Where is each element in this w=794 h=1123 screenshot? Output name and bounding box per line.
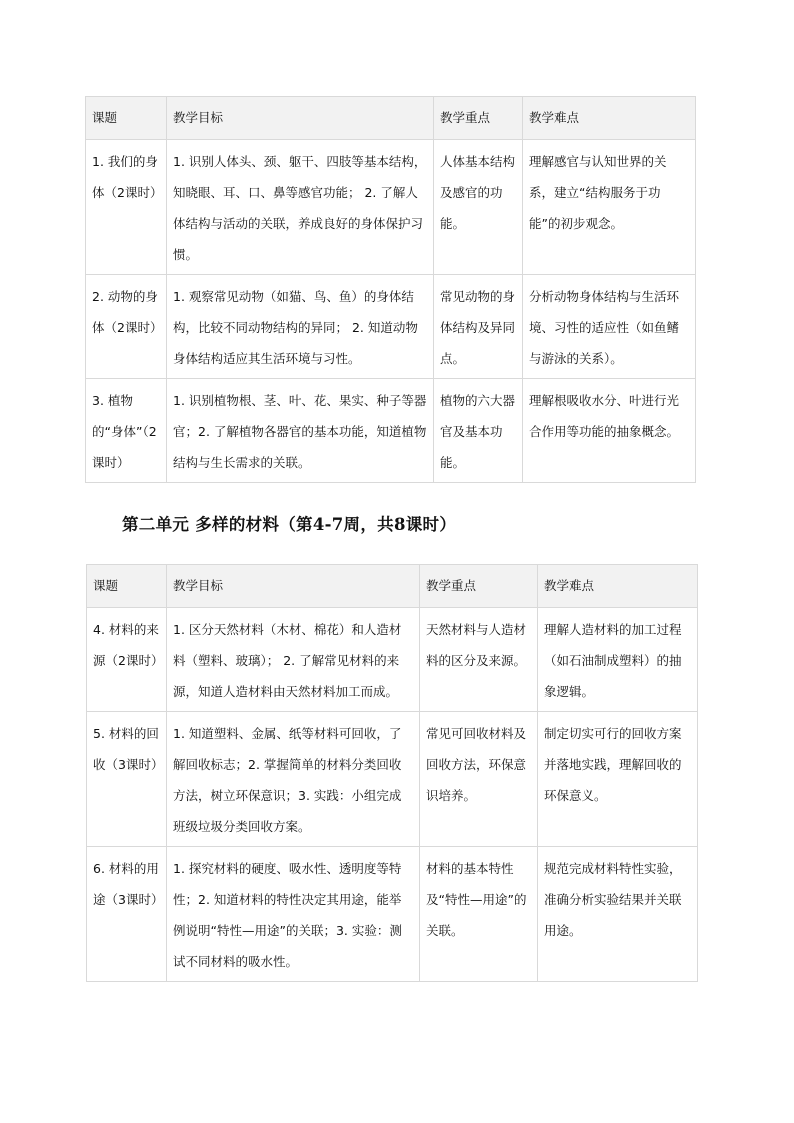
table-row bbox=[87, 608, 698, 712]
lesson-topic: 4. 材料的来源（2课时） bbox=[87, 608, 167, 712]
lesson-focus: 常见动物的身体结构及异同点。 bbox=[434, 275, 523, 379]
table-row bbox=[86, 379, 696, 483]
lesson-difficulty: 制定切实可行的回收方案并落地实践，理解回收的环保意义。 bbox=[538, 712, 698, 847]
lesson-focus: 天然材料与人造材料的区分及来源。 bbox=[420, 608, 538, 712]
table-header-row bbox=[86, 97, 696, 140]
header-difficulty: 教学难点 bbox=[523, 97, 696, 140]
lesson-goal: 1. 识别人体头、颈、躯干、四肢等基本结构，知晓眼、耳、口、鼻等感官功能； 2. 了解人体结构与活动的关联，养成良好的身体保护习惯。 bbox=[167, 140, 434, 275]
header-topic: 课题 bbox=[86, 97, 167, 140]
lesson-focus: 材料的基本特性及“特性—用途”的关联。 bbox=[420, 847, 538, 982]
lesson-goal: 1. 探究材料的硬度、吸水性、透明度等特性；2. 知道材料的特性决定其用途，能举例说明“特性—用途”的关联；3. 实验：测试不同材料的吸水性。 bbox=[167, 847, 420, 982]
header-focus: 教学重点 bbox=[434, 97, 523, 140]
lesson-difficulty: 理解感官与认知世界的关系，建立“结构服务于功能”的初步观念。 bbox=[523, 140, 696, 275]
lesson-topic: 6. 材料的用途（3课时） bbox=[87, 847, 167, 982]
lesson-focus: 人体基本结构及感官的功能。 bbox=[434, 140, 523, 275]
unit2-section-title: 第二单元 多样的材料（第4-7周，共8课时） bbox=[122, 515, 457, 534]
lesson-goal: 1. 区分天然材料（木材、棉花）和人造材料（塑料、玻璃）； 2. 了解常见材料的来源，知道人造材料由天然材料加工而成。 bbox=[167, 608, 420, 712]
lesson-goal: 1. 知道塑料、金属、纸等材料可回收，了解回收标志；2. 掌握简单的材料分类回收方法，树立环保意识；3. 实践：小组完成班级垃圾分类回收方案。 bbox=[167, 712, 420, 847]
lesson-goal: 1. 观察常见动物（如猫、鸟、鱼）的身体结构，比较不同动物结构的异同； 2. 知道动物身体结构适应其生活环境与习性。 bbox=[167, 275, 434, 379]
table-row bbox=[87, 847, 698, 982]
lesson-topic: 1. 我们的身体（2课时） bbox=[86, 140, 167, 275]
table-header-row bbox=[87, 565, 698, 608]
header-topic: 课题 bbox=[87, 565, 167, 608]
table-row bbox=[86, 140, 696, 275]
table-row bbox=[87, 712, 698, 847]
header-goal: 教学目标 bbox=[167, 565, 420, 608]
lesson-topic: 2. 动物的身体（2课时） bbox=[86, 275, 167, 379]
unit1-lesson-table bbox=[85, 96, 696, 483]
table-row bbox=[86, 275, 696, 379]
lesson-goal: 1. 识别植物根、茎、叶、花、果实、种子等器官；2. 了解植物各器官的基本功能，知道植物结构与生长需求的关联。 bbox=[167, 379, 434, 483]
lesson-difficulty: 理解人造材料的加工过程（如石油制成塑料）的抽象逻辑。 bbox=[538, 608, 698, 712]
lesson-topic: 3. 植物的“身体”（2课时） bbox=[86, 379, 167, 483]
header-focus: 教学重点 bbox=[420, 565, 538, 608]
lesson-focus: 植物的六大器官及基本功能。 bbox=[434, 379, 523, 483]
header-difficulty: 教学难点 bbox=[538, 565, 698, 608]
header-goal: 教学目标 bbox=[167, 97, 434, 140]
lesson-difficulty: 理解根吸收水分、叶进行光合作用等功能的抽象概念。 bbox=[523, 379, 696, 483]
lesson-topic: 5. 材料的回收（3课时） bbox=[87, 712, 167, 847]
lesson-difficulty: 分析动物身体结构与生活环境、习性的适应性（如鱼鳍与游泳的关系）。 bbox=[523, 275, 696, 379]
lesson-focus: 常见可回收材料及回收方法，环保意识培养。 bbox=[420, 712, 538, 847]
unit2-lesson-table bbox=[86, 564, 698, 982]
lesson-difficulty: 规范完成材料特性实验，准确分析实验结果并关联用途。 bbox=[538, 847, 698, 982]
